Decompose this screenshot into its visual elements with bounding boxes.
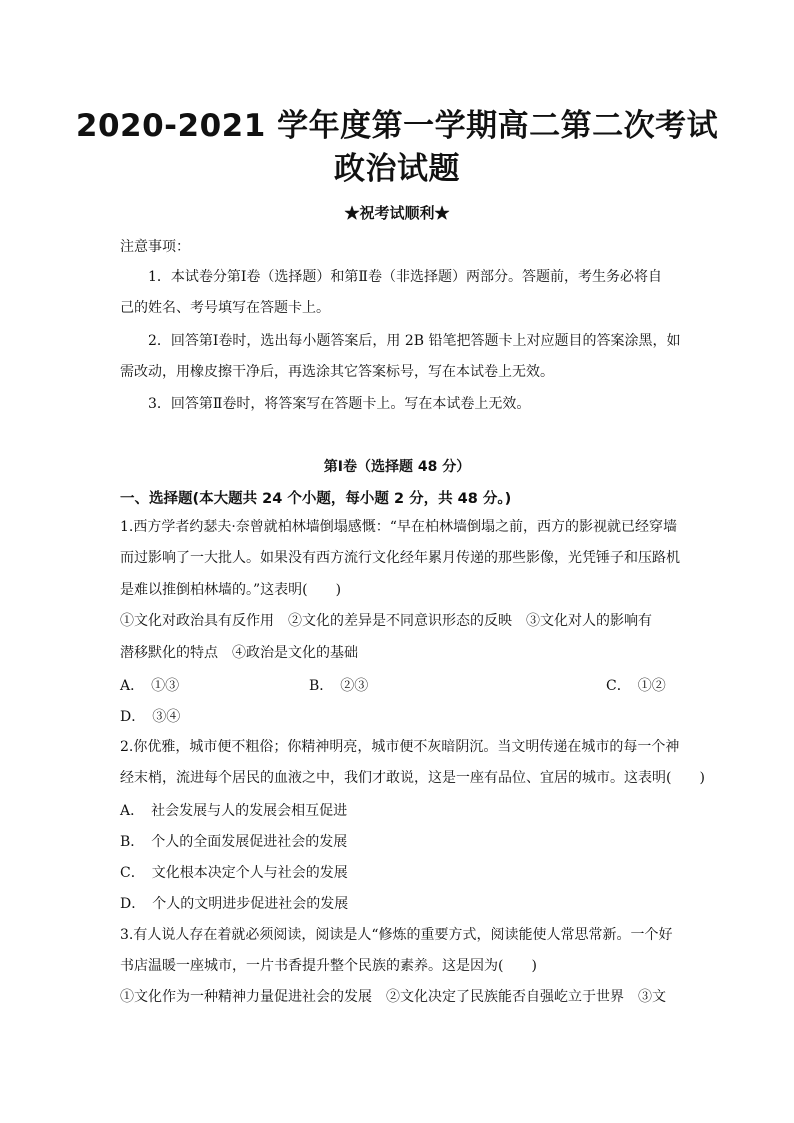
- question-1-statements-line-2: 潜移默化的特点 ④政治是文化的基础: [120, 645, 358, 661]
- question-2-line-1: 2.你优雅，城市便不粗俗；你精神明亮，城市便不灰暗阴沉。当文明传递在城市的每一个神: [120, 739, 680, 755]
- note-1-line-2: 己的姓名、考号填写在答题卡上。: [120, 300, 330, 316]
- question-1-line-2: 而过影响了一大批人。如果没有西方流行文化经年累月传递的那些影像，光凭锤子和压路机: [120, 550, 680, 566]
- question-1-option-c: C． ①②: [606, 678, 666, 694]
- part-heading: 一、选择题(本大题共 24 个小题，每小题 2 分，共 48 分。): [120, 491, 512, 507]
- question-1-option-d: D． ③④: [120, 709, 181, 725]
- section-title: 第Ⅰ卷（选择题 48 分）: [323, 459, 471, 475]
- exam-subject-title: 政治试题: [334, 151, 460, 187]
- note-2-line-1: 2．回答第Ⅰ卷时，选出每小题答案后，用 2B 铅笔把答题卡上对应题目的答案涂黑，如: [148, 333, 681, 349]
- notes-heading: 注意事项：: [120, 239, 190, 255]
- question-2-option-a: A． 社会发展与人的发展会相互促进: [120, 803, 348, 819]
- question-1-option-b: B． ②③: [309, 678, 369, 694]
- blessing-line: ★祝考试顺利★: [344, 204, 450, 222]
- question-2-option-d: D． 个人的文明进步促进社会的发展: [120, 896, 349, 912]
- note-3: 3．回答第Ⅱ卷时，将答案写在答题卡上。写在本试卷上无效。: [148, 396, 531, 412]
- exam-title: 2020-2021 学年度第一学期高二第二次考试: [75, 108, 719, 144]
- question-2-line-2: 经末梢，流进每个居民的血液之中，我们才敢说，这是一座有品位、宜居的城市。这表明( ): [120, 770, 705, 786]
- question-1-line-1: 1.西方学者约瑟夫·奈曾就柏林墙倒塌感慨：“早在柏林墙倒塌之前，西方的影视就已经穿墙: [120, 519, 677, 535]
- note-2-line-2: 需改动，用橡皮擦干净后，再选涂其它答案标号，写在本试卷上无效。: [120, 364, 554, 380]
- question-3-line-1: 3.有人说人存在着就必须阅读，阅读是人“修炼的重要方式，阅读能使人常思常新。一个好: [120, 927, 673, 943]
- question-1-line-3: 是难以推倒柏林墙的。”这表明( ): [120, 582, 342, 598]
- question-2-option-c: C． 文化根本决定个人与社会的发展: [120, 865, 348, 881]
- question-3-statements-line-1: ①文化作为一种精神力量促进社会的发展 ②文化决定了民族能否自强屹立于世界 ③文: [120, 989, 666, 1005]
- question-1-option-a: A． ①③: [120, 678, 180, 694]
- question-1-statements-line-1: ①文化对政治具有反作用 ②文化的差异是不同意识形态的反映 ③文化对人的影响有: [120, 613, 652, 629]
- question-2-option-b: B． 个人的全面发展促进社会的发展: [120, 834, 348, 850]
- note-1-line-1: 1．本试卷分第Ⅰ卷（选择题）和第Ⅱ卷（非选择题）两部分。答题前，考生务必将自: [148, 269, 662, 285]
- question-3-line-2: 书店温暖一座城市，一片书香提升整个民族的素养。这是因为( ): [120, 958, 537, 974]
